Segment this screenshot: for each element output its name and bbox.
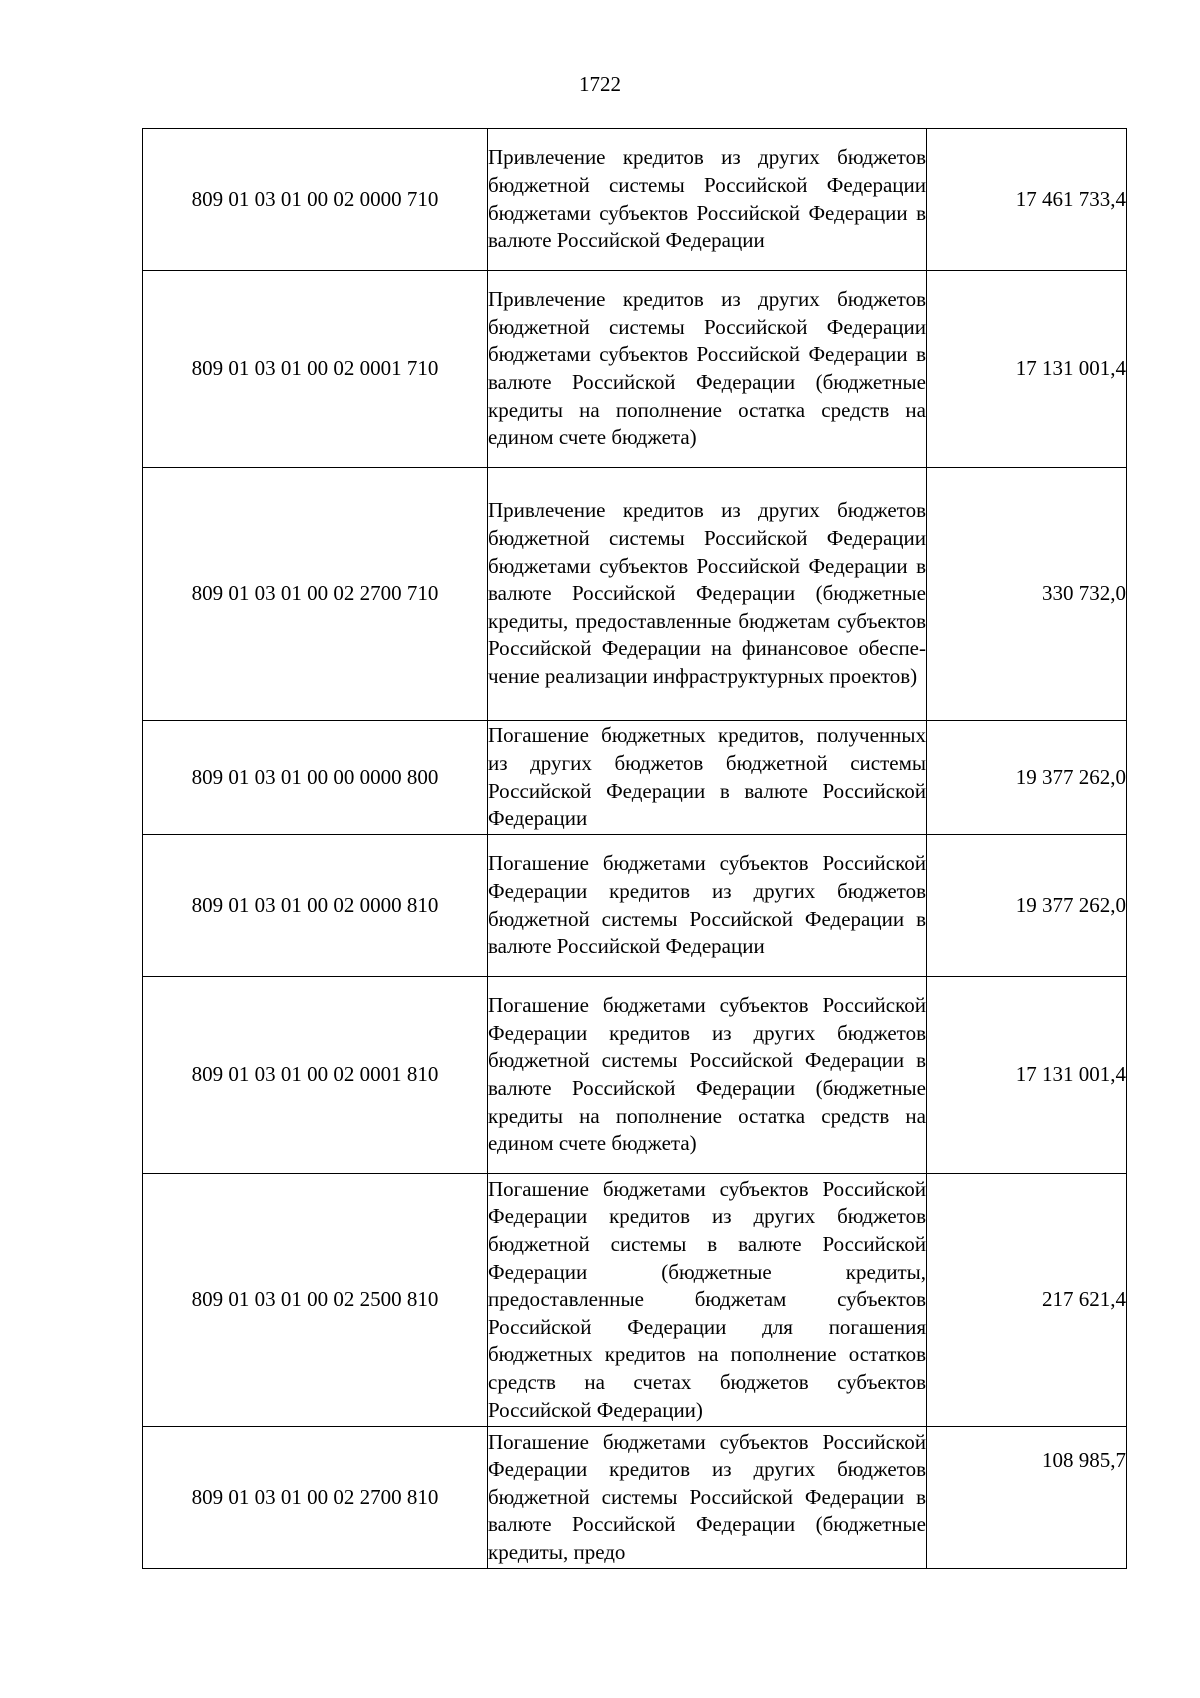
amount-cell: 217 621,4 (927, 1174, 1127, 1427)
description-cell: Привлечение кредитов из других бюджетов бюджетной системы Российской Федерации бюджетами субъектов Российской Федерации в валюте Российской Федерации (488, 129, 927, 271)
amount-cell: 108 985,7 (927, 1427, 1127, 1569)
description-cell: Погашение бюджетами субъектов Российской Федерации кредитов из других бюджетов бюджетной системы Российской Федерации в валюте Российской Федерации (бюджетные кредиты на пополнение остатка средств на едином счете бюджета) (488, 977, 927, 1174)
budget-code-cell: 809 01 03 01 00 00 0000 800 (143, 721, 488, 835)
amount-cell: 17 461 733,4 (927, 129, 1127, 271)
table-row (143, 468, 1127, 721)
table-row (143, 271, 1127, 468)
description-cell: Погашение бюджетами субъектов Российской Федерации кредитов из других бюджетов бюджетной системы Российской Федерации в валюте Российской Федерации (488, 835, 927, 977)
amount-cell: 17 131 001,4 (927, 271, 1127, 468)
budget-code-cell: 809 01 03 01 00 02 0000 710 (143, 129, 488, 271)
description-cell: Погашение бюджетами субъектов Российской Федерации кредитов из других бюджетов бюджетной системы в валюте Российской Федерации (бюджетные кредиты, предоставленные бюджетам субъектов Российской Федерации для погашения бюджетных кредитов на пополнение остатков средств на счетах бюджетов субъектов Российской Федерации) (488, 1174, 927, 1427)
description-cell: Привлечение кредитов из других бюджетов бюджетной системы Российской Федерации бюджетами субъектов Российской Федерации в валюте Российской Федерации (бюджетные кредиты на пополнение остатка средств на едином счете бюджета) (488, 271, 927, 468)
table-row (143, 835, 1127, 977)
description-cell: Погашение бюджетами субъектов Российской Федерации кредитов из других бюджетов бюджетной системы Российской Федерации в валюте Российской Федерации (бюджетные кредиты, предо (488, 1427, 927, 1569)
page-number: 1722 (579, 72, 621, 96)
budget-code-cell: 809 01 03 01 00 02 2700 810 (143, 1427, 488, 1569)
budget-code-cell: 809 01 03 01 00 02 0001 710 (143, 271, 488, 468)
budget-code-cell: 809 01 03 01 00 02 0000 810 (143, 835, 488, 977)
amount-cell: 330 732,0 (927, 468, 1127, 721)
amount-cell: 19 377 262,0 (927, 835, 1127, 977)
budget-sources-table (142, 128, 1127, 1569)
amount-cell: 17 131 001,4 (927, 977, 1127, 1174)
description-cell: Погашение бюджетных кредитов, полученных из других бюджетов бюджетной системы Российской Федерации в валюте Российской Федерации (488, 721, 927, 835)
budget-code-cell: 809 01 03 01 00 02 2500 810 (143, 1174, 488, 1427)
table-row (143, 1174, 1127, 1427)
table-row (143, 129, 1127, 271)
table-row (143, 721, 1127, 835)
amount-cell: 19 377 262,0 (927, 721, 1127, 835)
budget-code-cell: 809 01 03 01 00 02 2700 710 (143, 468, 488, 721)
description-cell: Привлечение кредитов из других бюджетов бюджетной системы Российской Федерации бюджетами субъектов Российской Федерации в валюте Российской Федерации (бюджетные кредиты, предоставленные бюджетам субъектов Российской Федерации на финансовое обеспечение реализации инфраструктурных проектов) (488, 468, 927, 721)
budget-code-cell: 809 01 03 01 00 02 0001 810 (143, 977, 488, 1174)
table-row (143, 1427, 1127, 1569)
table-row (143, 977, 1127, 1174)
